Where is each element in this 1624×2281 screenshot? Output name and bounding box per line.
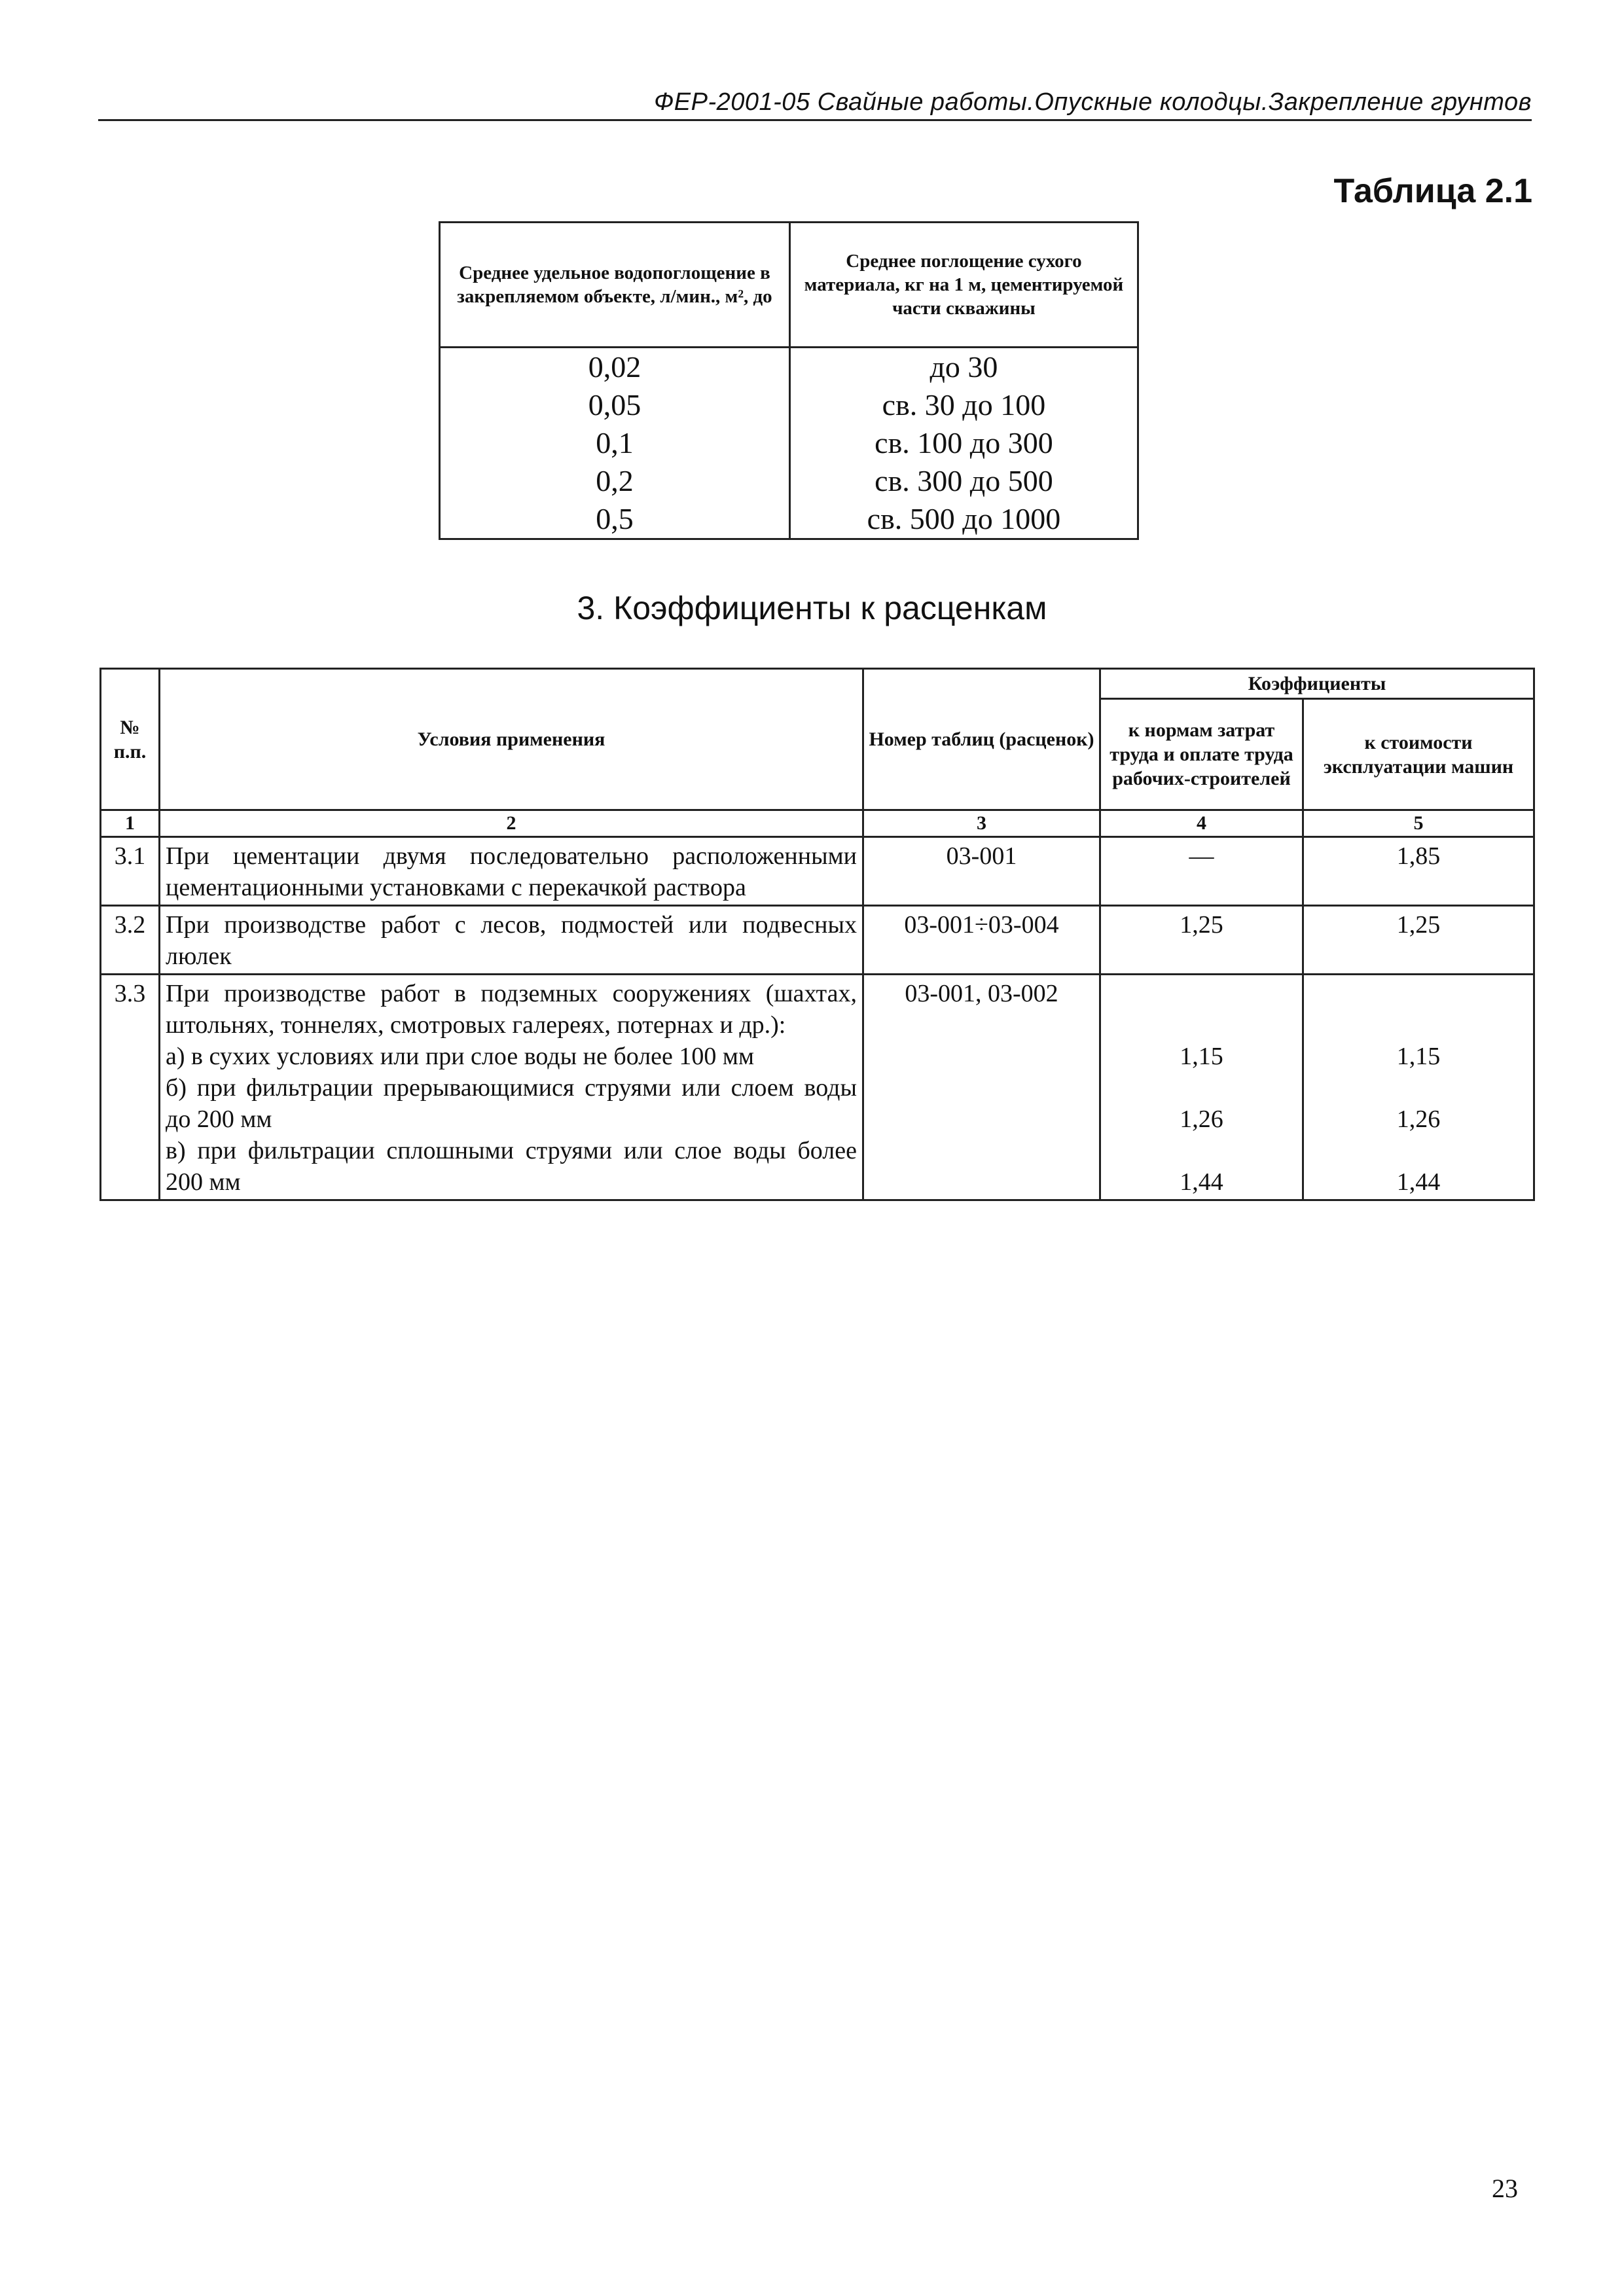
- absorption-value: 0,2: [440, 462, 790, 500]
- row-table-number: 03-001÷03-004: [863, 906, 1100, 975]
- row-condition-group: [160, 975, 863, 1200]
- column-header-labor: к нормам затрат труда и оплате труда рабочих-строителей: [1100, 699, 1303, 810]
- labor-coefficient-group: [1100, 975, 1303, 1200]
- machine-coefficient: 1,44: [1396, 1168, 1441, 1196]
- table-row: [101, 837, 1534, 906]
- material-value: св. 300 до 500: [789, 462, 1138, 500]
- material-value: до 30: [789, 348, 1138, 387]
- machine-coefficient: 1,26: [1396, 1105, 1441, 1133]
- labor-coefficient: 1,25: [1100, 906, 1303, 975]
- table-row: [101, 906, 1534, 975]
- row-table-number: 03-001, 03-002: [863, 975, 1100, 1200]
- absorption-value: 0,5: [440, 500, 790, 539]
- absorption-value: 0,05: [440, 386, 790, 424]
- column-number: 5: [1303, 810, 1534, 837]
- absorption-value: 0,02: [440, 348, 790, 387]
- machine-coefficient: 1,85: [1303, 837, 1534, 906]
- column-header-table-number: Номер таблиц (расценок): [863, 669, 1100, 810]
- table-row: [101, 975, 1534, 1200]
- row-condition: При цементации двумя последовательно расположенными цементационными установками с перекачкой раствора: [160, 837, 863, 906]
- column-number: 4: [1100, 810, 1303, 837]
- machine-coefficient: 1,15: [1396, 1043, 1441, 1070]
- table-row: [440, 500, 1138, 539]
- column-header-conditions: Условия применения: [160, 669, 863, 810]
- labor-coefficient: 1,44: [1180, 1168, 1223, 1196]
- machine-coefficient: 1,25: [1303, 906, 1534, 975]
- table-row: [440, 348, 1138, 387]
- sub-condition-b: б) при фильтрации прерывающимися струями или слоем воды до 200 мм: [166, 1074, 857, 1133]
- absorption-value: 0,1: [440, 424, 790, 462]
- page-number: 23: [1492, 2174, 1518, 2203]
- sub-condition-c: в) при фильтрации сплошными струями или слое воды более 200 мм: [166, 1137, 857, 1196]
- coefficients-table: [99, 668, 1535, 1201]
- column-header-dry-material: Среднее поглощение сухого материала, кг на 1 м, цементируемой части скважины: [789, 223, 1138, 348]
- table-caption: Таблица 2.1: [1333, 172, 1532, 210]
- row-condition: При производстве работ с лесов, подмостей или подвесных люлек: [160, 906, 863, 975]
- column-number: 3: [863, 810, 1100, 837]
- row-condition: При производстве работ в подземных сооружениях (шахтах, штольнях, тоннелях, смотровых галереях, потернах и др.):: [166, 980, 857, 1039]
- row-number: 3.3: [101, 975, 160, 1200]
- column-number: 1: [101, 810, 160, 837]
- labor-coefficient: 1,26: [1180, 1105, 1223, 1133]
- material-value: св. 500 до 1000: [789, 500, 1138, 539]
- row-number: 3.1: [101, 837, 160, 906]
- section-title: 3. Коэффициенты к расценкам: [577, 590, 1047, 626]
- column-header-coefficients: Коэффициенты: [1100, 669, 1534, 699]
- document-title: ФЕР-2001-05 Свайные работы.Опускные колодцы.Закрепление грунтов: [654, 88, 1532, 116]
- table-row: [440, 386, 1138, 424]
- row-table-number: 03-001: [863, 837, 1100, 906]
- column-number-row: [101, 810, 1534, 837]
- table-row: [440, 424, 1138, 462]
- material-value: св. 100 до 300: [789, 424, 1138, 462]
- material-value: св. 30 до 100: [789, 386, 1138, 424]
- table-row: [440, 462, 1138, 500]
- running-header: [98, 84, 1532, 121]
- column-header-machines: к стоимости эксплуатации машин: [1303, 699, 1534, 810]
- labor-coefficient: —: [1100, 837, 1303, 906]
- machine-coefficient-group: [1303, 975, 1534, 1200]
- row-number: 3.2: [101, 906, 160, 975]
- water-absorption-table: [439, 221, 1139, 540]
- sub-condition-a: а) в сухих условиях или при слое воды не более 100 мм: [166, 1043, 754, 1070]
- column-header-number: № п.п.: [101, 669, 160, 810]
- labor-coefficient: 1,15: [1180, 1043, 1223, 1070]
- column-header-water-absorption: Среднее удельное водопоглощение в закрепляемом объекте, л/мин., м², до: [440, 223, 790, 348]
- column-number: 2: [160, 810, 863, 837]
